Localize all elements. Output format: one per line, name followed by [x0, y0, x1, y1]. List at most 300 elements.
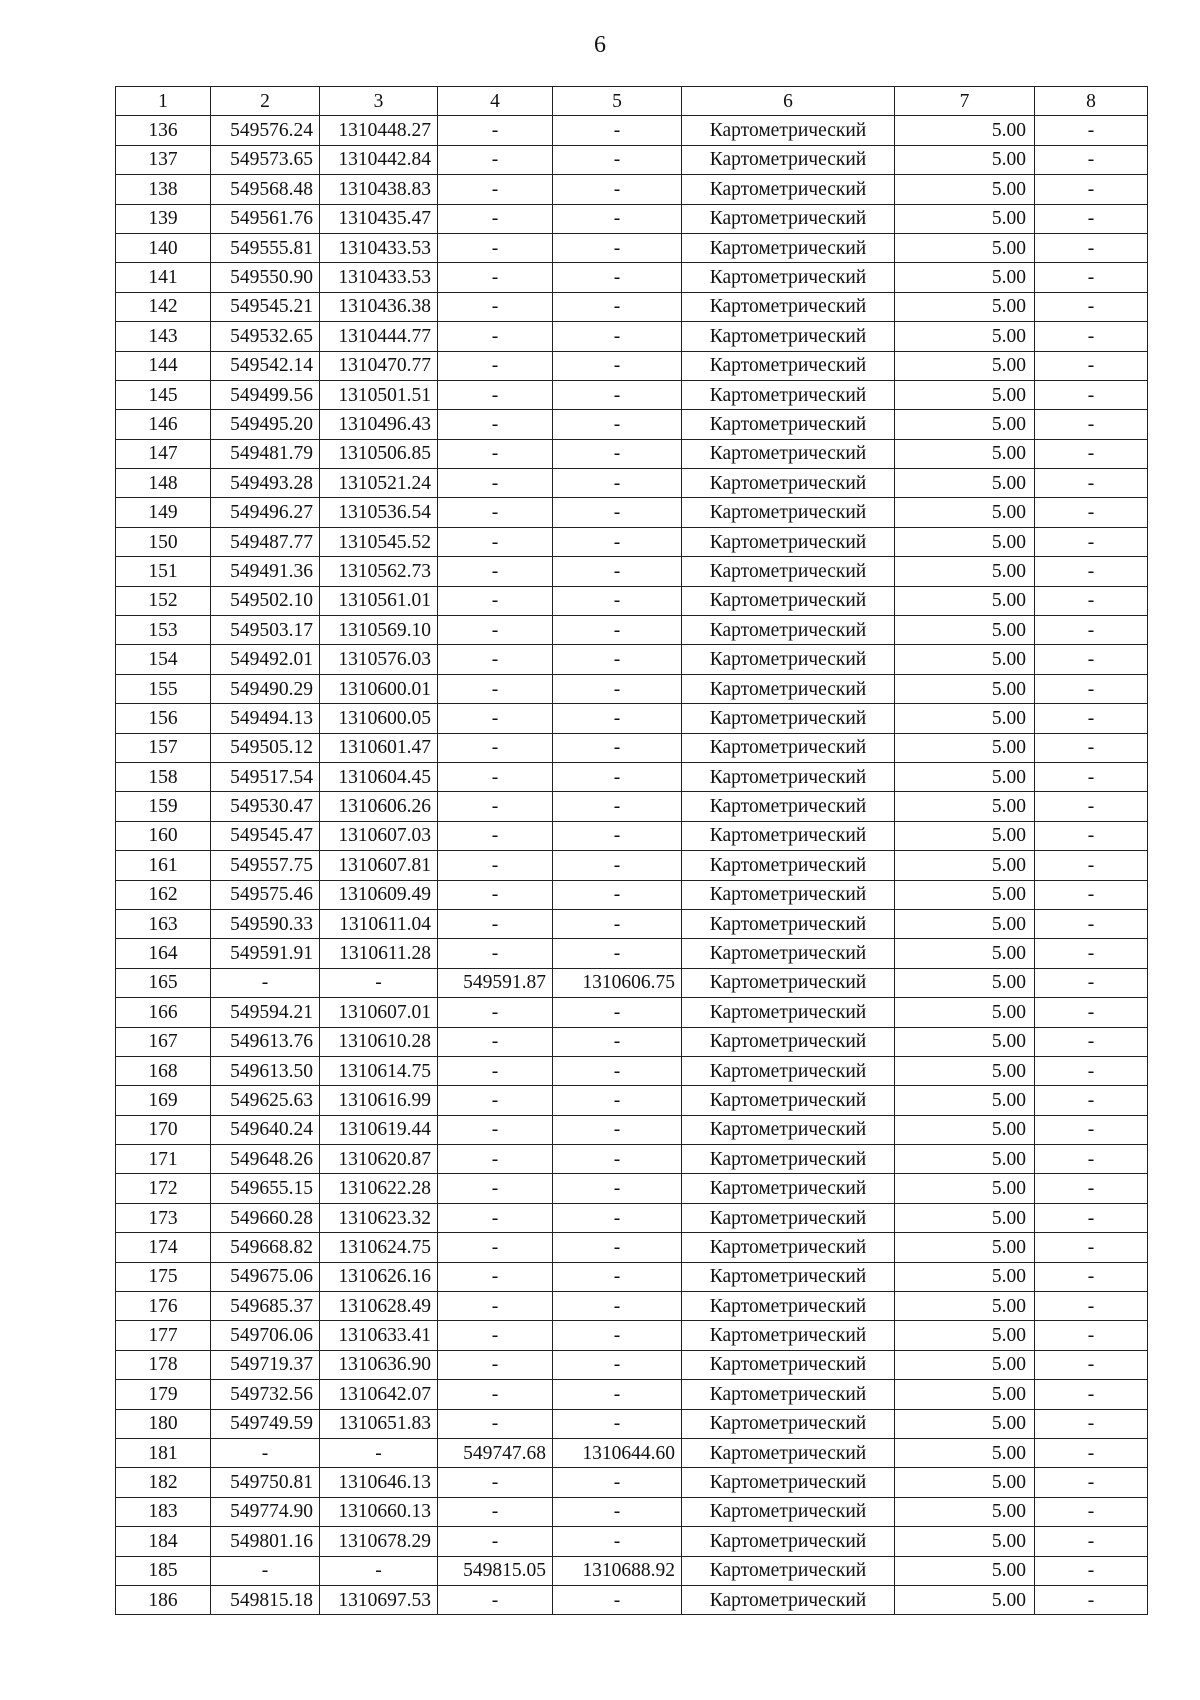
cell-note: - [1035, 175, 1148, 204]
cell-point-number: 176 [116, 1292, 211, 1321]
cell-x-coord: 549685.37 [211, 1292, 320, 1321]
table-row [116, 1027, 1148, 1056]
cell-y-alt-coord: - [553, 645, 682, 674]
cell-x-coord: 549502.10 [211, 586, 320, 615]
cell-accuracy: 5.00 [895, 380, 1035, 409]
cell-y-coord: 1310496.43 [320, 410, 438, 439]
cell-accuracy: 5.00 [895, 821, 1035, 850]
cell-y-coord: 1310619.44 [320, 1115, 438, 1144]
cell-point-number: 149 [116, 498, 211, 527]
table-row [116, 821, 1148, 850]
cell-y-alt-coord: - [553, 557, 682, 586]
cell-accuracy: 5.00 [895, 616, 1035, 645]
cell-x-alt-coord: 549815.05 [438, 1556, 553, 1585]
cell-accuracy: 5.00 [895, 645, 1035, 674]
cell-method: Картометрический [682, 527, 895, 556]
cell-x-alt-coord: - [438, 233, 553, 262]
table-row [116, 645, 1148, 674]
cell-point-number: 177 [116, 1321, 211, 1350]
cell-point-number: 183 [116, 1497, 211, 1526]
cell-y-alt-coord: - [553, 674, 682, 703]
cell-note: - [1035, 880, 1148, 909]
cell-y-alt-coord: - [553, 263, 682, 292]
cell-accuracy: 5.00 [895, 292, 1035, 321]
cell-accuracy: 5.00 [895, 498, 1035, 527]
cell-point-number: 147 [116, 439, 211, 468]
cell-x-coord: 549542.14 [211, 351, 320, 380]
cell-x-alt-coord: - [438, 322, 553, 351]
cell-method: Картометрический [682, 792, 895, 821]
cell-note: - [1035, 380, 1148, 409]
cell-x-alt-coord: - [438, 1145, 553, 1174]
cell-x-coord: 549568.48 [211, 175, 320, 204]
cell-note: - [1035, 821, 1148, 850]
header-cell-7: 7 [895, 87, 1035, 116]
cell-y-alt-coord: - [553, 880, 682, 909]
cell-method: Картометрический [682, 1585, 895, 1614]
cell-x-alt-coord: - [438, 292, 553, 321]
cell-method: Картометрический [682, 351, 895, 380]
cell-note: - [1035, 1497, 1148, 1526]
cell-x-alt-coord: - [438, 1350, 553, 1379]
cell-y-coord: 1310604.45 [320, 762, 438, 791]
cell-point-number: 186 [116, 1585, 211, 1614]
cell-y-alt-coord: - [553, 351, 682, 380]
header-cell-1: 1 [116, 87, 211, 116]
cell-point-number: 156 [116, 704, 211, 733]
cell-note: - [1035, 586, 1148, 615]
cell-accuracy: 5.00 [895, 145, 1035, 174]
cell-x-coord: 549655.15 [211, 1174, 320, 1203]
cell-y-alt-coord: - [553, 439, 682, 468]
cell-note: - [1035, 1585, 1148, 1614]
cell-x-alt-coord: - [438, 263, 553, 292]
cell-note: - [1035, 1409, 1148, 1438]
cell-accuracy: 5.00 [895, 1497, 1035, 1526]
cell-y-coord: 1310600.05 [320, 704, 438, 733]
cell-accuracy: 5.00 [895, 410, 1035, 439]
table-row [116, 233, 1148, 262]
cell-y-alt-coord: - [553, 998, 682, 1027]
cell-method: Картометрический [682, 1468, 895, 1497]
cell-x-coord: 549575.46 [211, 880, 320, 909]
cell-point-number: 164 [116, 939, 211, 968]
cell-method: Картометрический [682, 439, 895, 468]
cell-point-number: 153 [116, 616, 211, 645]
cell-point-number: 174 [116, 1233, 211, 1262]
cell-note: - [1035, 762, 1148, 791]
cell-x-alt-coord: - [438, 1497, 553, 1526]
cell-x-alt-coord: - [438, 204, 553, 233]
cell-y-coord: 1310642.07 [320, 1380, 438, 1409]
cell-y-alt-coord: 1310606.75 [553, 968, 682, 997]
cell-method: Картометрический [682, 939, 895, 968]
cell-y-coord: - [320, 968, 438, 997]
cell-method: Картометрический [682, 1409, 895, 1438]
cell-x-alt-coord: - [438, 498, 553, 527]
cell-y-coord: 1310636.90 [320, 1350, 438, 1379]
cell-note: - [1035, 733, 1148, 762]
cell-y-alt-coord: - [553, 145, 682, 174]
table-row [116, 1556, 1148, 1585]
cell-x-alt-coord: - [438, 909, 553, 938]
cell-method: Картометрический [682, 233, 895, 262]
cell-y-alt-coord: - [553, 1086, 682, 1115]
cell-x-alt-coord: - [438, 1233, 553, 1262]
cell-note: - [1035, 263, 1148, 292]
cell-y-alt-coord: - [553, 1233, 682, 1262]
cell-y-alt-coord: - [553, 1409, 682, 1438]
cell-method: Картометрический [682, 616, 895, 645]
cell-x-coord: 549719.37 [211, 1350, 320, 1379]
cell-y-coord: 1310660.13 [320, 1497, 438, 1526]
table-row [116, 263, 1148, 292]
cell-method: Картометрический [682, 292, 895, 321]
table-row [116, 116, 1148, 145]
cell-method: Картометрический [682, 1174, 895, 1203]
cell-y-coord: 1310610.28 [320, 1027, 438, 1056]
table-row [116, 1350, 1148, 1379]
cell-accuracy: 5.00 [895, 204, 1035, 233]
cell-x-alt-coord: - [438, 1292, 553, 1321]
cell-note: - [1035, 704, 1148, 733]
cell-method: Картометрический [682, 1497, 895, 1526]
cell-method: Картометрический [682, 469, 895, 498]
cell-y-alt-coord: - [553, 1174, 682, 1203]
cell-accuracy: 5.00 [895, 586, 1035, 615]
cell-point-number: 166 [116, 998, 211, 1027]
cell-y-coord: 1310436.38 [320, 292, 438, 321]
cell-y-alt-coord: - [553, 1468, 682, 1497]
cell-point-number: 137 [116, 145, 211, 174]
cell-y-coord: 1310444.77 [320, 322, 438, 351]
cell-note: - [1035, 674, 1148, 703]
cell-y-alt-coord: - [553, 616, 682, 645]
cell-y-coord: 1310521.24 [320, 469, 438, 498]
cell-point-number: 145 [116, 380, 211, 409]
cell-method: Картометрический [682, 1056, 895, 1085]
cell-point-number: 184 [116, 1527, 211, 1556]
cell-accuracy: 5.00 [895, 1321, 1035, 1350]
cell-accuracy: 5.00 [895, 880, 1035, 909]
cell-accuracy: 5.00 [895, 1468, 1035, 1497]
cell-note: - [1035, 116, 1148, 145]
cell-method: Картометрический [682, 733, 895, 762]
cell-method: Картометрический [682, 557, 895, 586]
cell-x-alt-coord: - [438, 1056, 553, 1085]
table-row [116, 1468, 1148, 1497]
cell-note: - [1035, 616, 1148, 645]
cell-x-coord: 549750.81 [211, 1468, 320, 1497]
cell-x-alt-coord: - [438, 557, 553, 586]
cell-y-alt-coord: - [553, 762, 682, 791]
cell-y-alt-coord: - [553, 1497, 682, 1526]
cell-note: - [1035, 1027, 1148, 1056]
cell-accuracy: 5.00 [895, 116, 1035, 145]
cell-x-alt-coord: - [438, 762, 553, 791]
cell-note: - [1035, 204, 1148, 233]
cell-accuracy: 5.00 [895, 1292, 1035, 1321]
cell-y-alt-coord: - [553, 1292, 682, 1321]
cell-x-coord: 549545.21 [211, 292, 320, 321]
cell-point-number: 175 [116, 1262, 211, 1291]
cell-point-number: 141 [116, 263, 211, 292]
cell-method: Картометрический [682, 1027, 895, 1056]
cell-y-coord: 1310545.52 [320, 527, 438, 556]
cell-y-coord: 1310607.81 [320, 851, 438, 880]
cell-x-coord: 549492.01 [211, 645, 320, 674]
cell-x-coord: 549505.12 [211, 733, 320, 762]
cell-note: - [1035, 1086, 1148, 1115]
cell-y-coord: 1310561.01 [320, 586, 438, 615]
cell-accuracy: 5.00 [895, 704, 1035, 733]
cell-y-coord: - [320, 1556, 438, 1585]
cell-y-coord: 1310614.75 [320, 1056, 438, 1085]
cell-accuracy: 5.00 [895, 939, 1035, 968]
cell-note: - [1035, 645, 1148, 674]
cell-point-number: 159 [116, 792, 211, 821]
cell-x-coord: - [211, 1438, 320, 1467]
table-row [116, 733, 1148, 762]
cell-note: - [1035, 322, 1148, 351]
table-row [116, 851, 1148, 880]
cell-point-number: 178 [116, 1350, 211, 1379]
cell-point-number: 152 [116, 586, 211, 615]
cell-x-alt-coord: 549591.87 [438, 968, 553, 997]
table-row [116, 175, 1148, 204]
cell-method: Картометрический [682, 1203, 895, 1232]
cell-point-number: 185 [116, 1556, 211, 1585]
cell-note: - [1035, 909, 1148, 938]
cell-point-number: 155 [116, 674, 211, 703]
cell-x-coord: 549491.36 [211, 557, 320, 586]
cell-x-coord: 549490.29 [211, 674, 320, 703]
cell-note: - [1035, 792, 1148, 821]
cell-y-coord: 1310501.51 [320, 380, 438, 409]
table-row [116, 1380, 1148, 1409]
table-row [116, 498, 1148, 527]
table-row [116, 1115, 1148, 1144]
cell-point-number: 151 [116, 557, 211, 586]
cell-y-coord: 1310470.77 [320, 351, 438, 380]
cell-point-number: 169 [116, 1086, 211, 1115]
cell-method: Картометрический [682, 1438, 895, 1467]
cell-point-number: 150 [116, 527, 211, 556]
cell-y-coord: 1310442.84 [320, 145, 438, 174]
table-row [116, 1262, 1148, 1291]
cell-y-alt-coord: - [553, 1585, 682, 1614]
cell-y-coord: 1310562.73 [320, 557, 438, 586]
cell-y-alt-coord: - [553, 380, 682, 409]
cell-x-coord: 549496.27 [211, 498, 320, 527]
cell-y-coord: 1310678.29 [320, 1527, 438, 1556]
cell-note: - [1035, 1527, 1148, 1556]
cell-method: Картометрический [682, 175, 895, 204]
cell-y-coord: 1310569.10 [320, 616, 438, 645]
cell-note: - [1035, 1438, 1148, 1467]
cell-point-number: 179 [116, 1380, 211, 1409]
cell-y-coord: 1310607.03 [320, 821, 438, 850]
cell-y-coord: 1310633.41 [320, 1321, 438, 1350]
cell-point-number: 148 [116, 469, 211, 498]
cell-y-coord: 1310611.28 [320, 939, 438, 968]
cell-note: - [1035, 851, 1148, 880]
cell-note: - [1035, 410, 1148, 439]
cell-x-alt-coord: - [438, 469, 553, 498]
cell-x-alt-coord: - [438, 380, 553, 409]
cell-x-coord: 549561.76 [211, 204, 320, 233]
cell-point-number: 158 [116, 762, 211, 791]
cell-y-coord: 1310622.28 [320, 1174, 438, 1203]
table-row [116, 410, 1148, 439]
table-row [116, 469, 1148, 498]
cell-x-coord: 549494.13 [211, 704, 320, 733]
cell-method: Картометрический [682, 1145, 895, 1174]
header-cell-3: 3 [320, 87, 438, 116]
cell-method: Картометрический [682, 674, 895, 703]
cell-method: Картометрический [682, 1086, 895, 1115]
cell-method: Картометрический [682, 263, 895, 292]
cell-accuracy: 5.00 [895, 1056, 1035, 1085]
cell-x-alt-coord: - [438, 1027, 553, 1056]
cell-x-coord: 549815.18 [211, 1585, 320, 1614]
cell-y-coord: 1310448.27 [320, 116, 438, 145]
coordinates-table [115, 86, 1148, 1615]
cell-y-coord: 1310433.53 [320, 233, 438, 262]
cell-accuracy: 5.00 [895, 322, 1035, 351]
cell-accuracy: 5.00 [895, 351, 1035, 380]
cell-y-coord: 1310606.26 [320, 792, 438, 821]
cell-method: Картометрический [682, 204, 895, 233]
cell-accuracy: 5.00 [895, 1262, 1035, 1291]
cell-x-alt-coord: - [438, 674, 553, 703]
cell-accuracy: 5.00 [895, 1203, 1035, 1232]
cell-x-alt-coord: - [438, 1321, 553, 1350]
cell-method: Картометрический [682, 851, 895, 880]
cell-y-coord: 1310433.53 [320, 263, 438, 292]
cell-note: - [1035, 1468, 1148, 1497]
cell-point-number: 170 [116, 1115, 211, 1144]
table-row [116, 1203, 1148, 1232]
cell-x-alt-coord: - [438, 175, 553, 204]
cell-x-alt-coord: - [438, 1115, 553, 1144]
cell-x-alt-coord: - [438, 1380, 553, 1409]
table-row [116, 1409, 1148, 1438]
cell-y-coord: 1310609.49 [320, 880, 438, 909]
cell-y-coord: 1310438.83 [320, 175, 438, 204]
cell-accuracy: 5.00 [895, 1115, 1035, 1144]
header-cell-6: 6 [682, 87, 895, 116]
cell-y-alt-coord: - [553, 939, 682, 968]
cell-note: - [1035, 1203, 1148, 1232]
cell-x-alt-coord: - [438, 1468, 553, 1497]
cell-y-alt-coord: - [553, 410, 682, 439]
cell-note: - [1035, 469, 1148, 498]
cell-accuracy: 5.00 [895, 1086, 1035, 1115]
cell-method: Картометрический [682, 1380, 895, 1409]
cell-method: Картометрический [682, 498, 895, 527]
cell-note: - [1035, 968, 1148, 997]
cell-method: Картометрический [682, 880, 895, 909]
cell-x-coord: 549613.50 [211, 1056, 320, 1085]
cell-note: - [1035, 998, 1148, 1027]
table-row [116, 351, 1148, 380]
cell-x-alt-coord: - [438, 792, 553, 821]
cell-method: Картометрический [682, 1115, 895, 1144]
cell-point-number: 144 [116, 351, 211, 380]
table-header-row [116, 87, 1148, 116]
cell-point-number: 138 [116, 175, 211, 204]
cell-note: - [1035, 1380, 1148, 1409]
cell-y-alt-coord: - [553, 733, 682, 762]
cell-y-alt-coord: - [553, 851, 682, 880]
cell-point-number: 146 [116, 410, 211, 439]
cell-y-alt-coord: - [553, 704, 682, 733]
cell-x-coord: 549499.56 [211, 380, 320, 409]
cell-x-alt-coord: - [438, 704, 553, 733]
cell-note: - [1035, 1115, 1148, 1144]
cell-accuracy: 5.00 [895, 968, 1035, 997]
header-cell-2: 2 [211, 87, 320, 116]
cell-x-coord: 549545.47 [211, 821, 320, 850]
cell-y-alt-coord: - [553, 792, 682, 821]
cell-accuracy: 5.00 [895, 175, 1035, 204]
cell-x-coord: 549625.63 [211, 1086, 320, 1115]
cell-note: - [1035, 145, 1148, 174]
cell-y-alt-coord: - [553, 586, 682, 615]
cell-y-coord: 1310626.16 [320, 1262, 438, 1291]
cell-point-number: 167 [116, 1027, 211, 1056]
header-cell-8: 8 [1035, 87, 1148, 116]
cell-point-number: 163 [116, 909, 211, 938]
cell-point-number: 143 [116, 322, 211, 351]
cell-method: Картометрический [682, 968, 895, 997]
cell-method: Картометрический [682, 380, 895, 409]
cell-accuracy: 5.00 [895, 1380, 1035, 1409]
cell-y-alt-coord: 1310688.92 [553, 1556, 682, 1585]
cell-point-number: 171 [116, 1145, 211, 1174]
table-row [116, 527, 1148, 556]
cell-method: Картометрический [682, 998, 895, 1027]
table-row [116, 380, 1148, 409]
table-row [116, 1056, 1148, 1085]
cell-note: - [1035, 1056, 1148, 1085]
table-row [116, 968, 1148, 997]
cell-method: Картометрический [682, 1350, 895, 1379]
cell-y-alt-coord: - [553, 116, 682, 145]
cell-x-coord: 549732.56 [211, 1380, 320, 1409]
cell-note: - [1035, 498, 1148, 527]
cell-note: - [1035, 439, 1148, 468]
cell-y-alt-coord: - [553, 1321, 682, 1350]
table-row [116, 204, 1148, 233]
cell-x-coord: 549573.65 [211, 145, 320, 174]
table-row [116, 1438, 1148, 1467]
table-row [116, 1145, 1148, 1174]
cell-method: Картометрический [682, 909, 895, 938]
cell-note: - [1035, 1174, 1148, 1203]
table-row [116, 880, 1148, 909]
cell-x-coord: 549594.21 [211, 998, 320, 1027]
cell-accuracy: 5.00 [895, 1409, 1035, 1438]
cell-x-alt-coord: - [438, 645, 553, 674]
cell-note: - [1035, 1556, 1148, 1585]
table-row [116, 1233, 1148, 1262]
cell-y-coord: 1310435.47 [320, 204, 438, 233]
cell-x-alt-coord: - [438, 1409, 553, 1438]
cell-y-alt-coord: - [553, 1380, 682, 1409]
cell-point-number: 139 [116, 204, 211, 233]
